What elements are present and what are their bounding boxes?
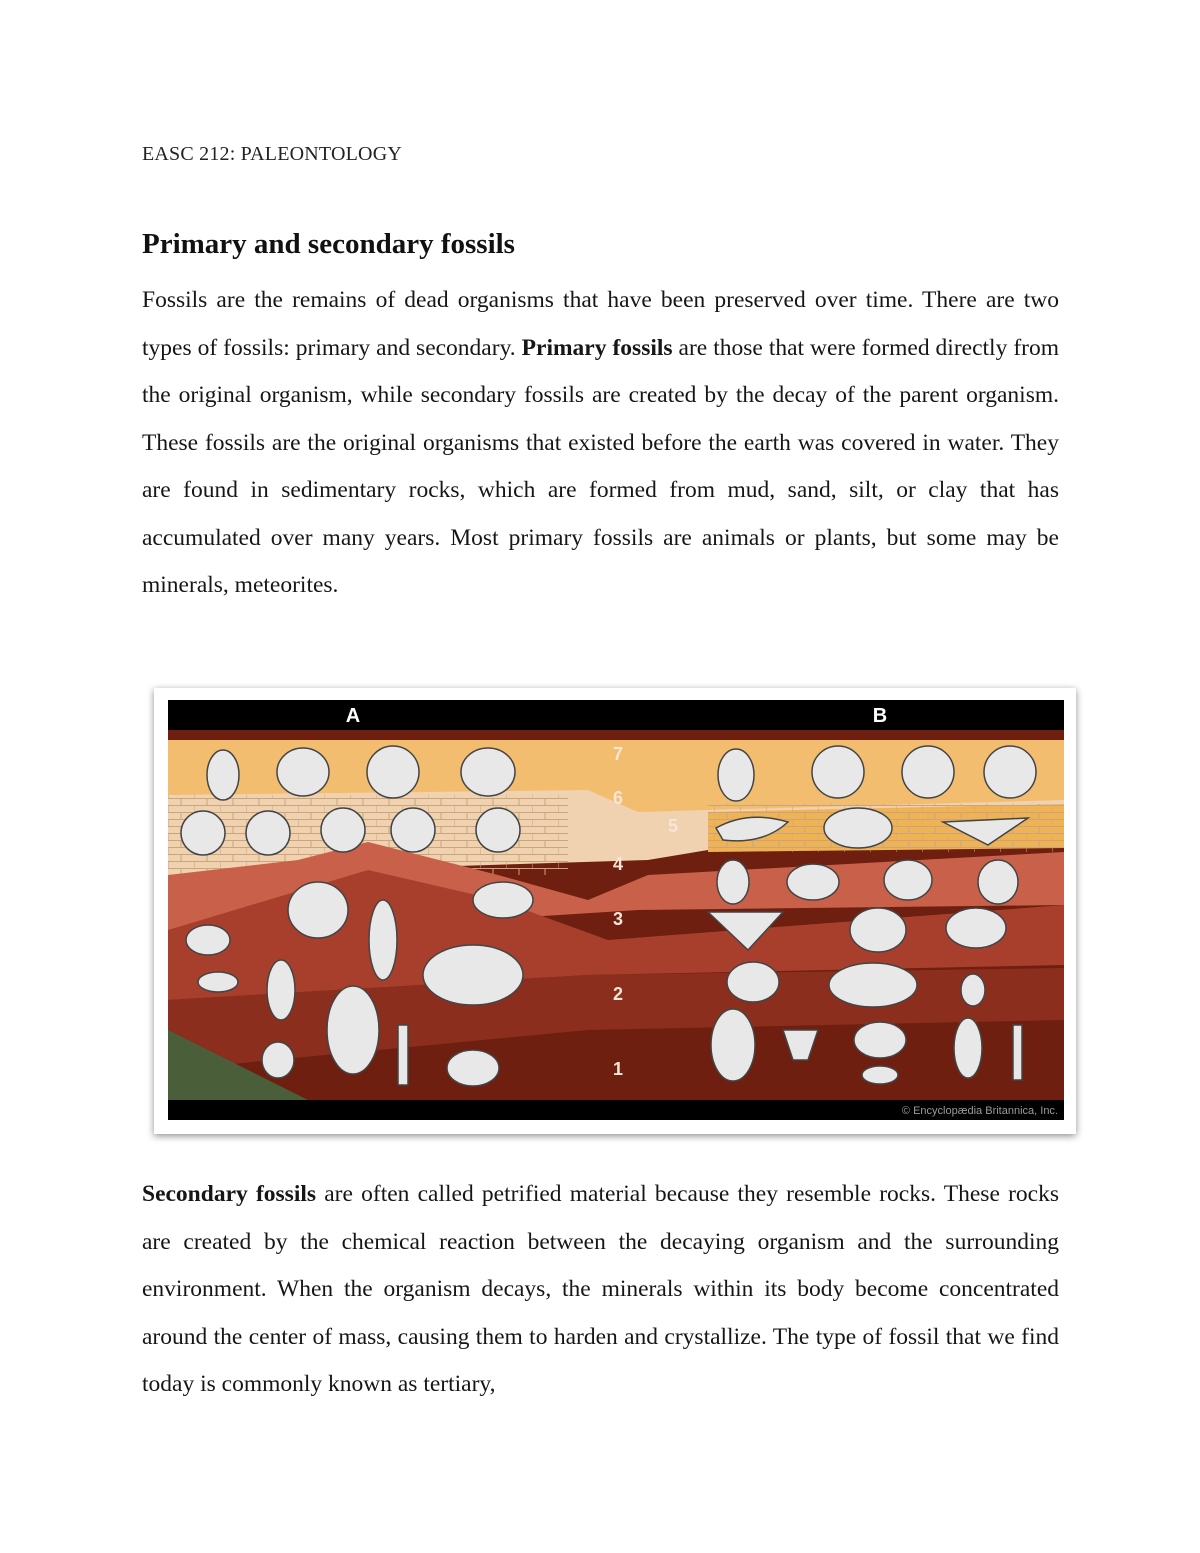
layer-label-5: 5: [667, 816, 679, 836]
paragraph-body: are often called petrified material because they resemble rocks. These rocks are created by the chemical reaction between the decaying organism and the surrounding environment. When the organism decays, the minerals within its body become concentrated around the center of mass, causing them to harden and crystallize. The type of fossil that we find today is commonly known as tertiary,: [142, 1181, 1059, 1397]
trilobite-fossil: [862, 1066, 898, 1084]
gastropod-fossil: [207, 750, 239, 800]
column-label-b: B: [872, 705, 888, 727]
ammonite-fossil: [984, 746, 1036, 798]
course-header: EASC 212: PALEONTOLOGY: [142, 143, 402, 165]
brachiopod-fossil: [288, 882, 348, 938]
trilobite-fossil: [267, 960, 295, 1020]
figure-credit: © Encyclopædia Britannica, Inc.: [901, 1105, 1058, 1117]
coiled-fossil: [246, 811, 290, 855]
trilobite-fossil: [727, 962, 779, 1002]
trilobite-fossil: [711, 1009, 755, 1081]
spiral-gastropod-fossil: [369, 900, 397, 980]
ammonite-fossil: [391, 808, 435, 852]
coral-fossil: [824, 808, 892, 848]
trilobite-fossil: [854, 1022, 906, 1058]
trilobite-fossil: [423, 945, 523, 1005]
term-secondary-fossils: Secondary fossils: [142, 1181, 317, 1207]
section-heading: Primary and secondary fossils: [142, 228, 515, 260]
ammonite-fossil: [812, 746, 864, 798]
layer-label-7: 7: [612, 744, 624, 764]
fossil-strata-figure: [154, 688, 1076, 1134]
fossil-strata-illustration: [168, 700, 1064, 1120]
shell-fossil: [447, 1050, 499, 1086]
trilobite-fossil: [327, 986, 379, 1074]
column-label-a: A: [345, 705, 361, 727]
orthocone-fossil: [1013, 1025, 1022, 1080]
layer-label-4: 4: [612, 854, 624, 874]
paragraph-lead: Fossils are the remains of dead organisms that have been preserved over time. There are two types of fossils: primary and secondary.: [142, 287, 1059, 361]
brachiopod-fossil: [978, 860, 1018, 904]
brachiopod-fossil: [717, 860, 749, 904]
ammonite-fossil: [321, 808, 365, 852]
trilobite-fossil: [198, 972, 238, 992]
shell-fossil: [961, 974, 985, 1006]
layer-label-3: 3: [612, 909, 624, 929]
paragraph-body: are those that were formed directly from the original organism, while secondary fossils are created by the decay of the parent organism. These fossils are the original organisms that existed before the earth was covered in water. They are found in sedimentary rocks, which are formed from mud, sand, silt, or clay that has accumulated over many years. Most primary fossils are animals or plants, but some may be minerals, meteorites.: [142, 334, 1060, 598]
ammonite-fossil: [476, 808, 520, 852]
orthocone-fossil: [398, 1025, 408, 1085]
trilobite-fossil: [473, 882, 533, 918]
term-primary-fossils: Primary fossils: [521, 334, 673, 361]
layer-label-1: 1: [612, 1059, 624, 1079]
shell-fossil: [262, 1042, 294, 1078]
gastropod-fossil: [718, 749, 754, 801]
ammonite-fossil: [181, 811, 225, 855]
clam-fossil: [461, 748, 515, 796]
brachiopod-fossil: [787, 864, 839, 900]
trilobite-fossil: [946, 908, 1006, 948]
ammonite-fossil: [902, 746, 954, 798]
paragraph-secondary-fossils: [142, 1171, 1059, 1409]
trilobite-fossil: [186, 925, 230, 955]
layer-label-2: 2: [612, 984, 624, 1004]
brachiopod-fossil: [850, 908, 906, 952]
brachiopod-fossil: [884, 860, 932, 900]
echinoid-fossil: [367, 746, 419, 798]
trilobite-fossil: [954, 1018, 982, 1078]
brachiopod-fossil: [277, 748, 329, 796]
layer-label-6: 6: [612, 788, 624, 808]
paragraph-primary-fossils: [142, 277, 1059, 610]
trilobite-fossil: [829, 963, 917, 1007]
